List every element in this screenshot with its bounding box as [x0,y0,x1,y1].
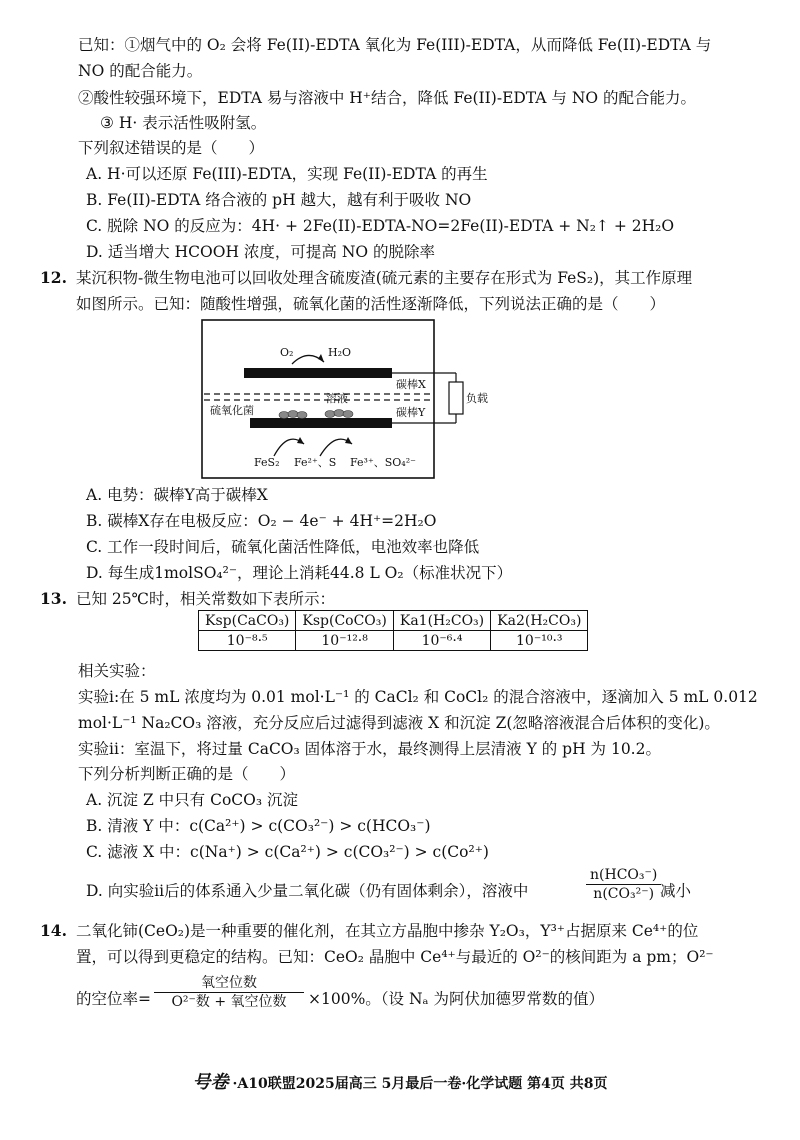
q14-line-1: 二氧化铈(CeO₂)是一种重要的催化剂，在其立方晶胞中掺杂 Y₂O₃，Y³⁺占据原来 Ce⁴⁺的位 [76,922,699,940]
q13-stem: 已知 25℃时，相关常数如下表所示： [76,590,335,608]
q11-known-3: ③ H· 表示活性吸附氢。 [100,114,267,132]
table-cell: 10⁻¹²·⁸ [296,631,393,651]
table-cell: 10⁻⁶·⁴ [393,631,490,651]
q13-ask: 下列分析判断正确的是（ ） [78,765,296,783]
o2-arrow [292,355,324,364]
table-cell: 10⁻⁸·⁵ [199,631,296,651]
page-footer [0,1068,800,1094]
fraction-denominator: n(CO₃²⁻) [593,886,655,902]
label-fes2: FeS₂ [254,456,280,469]
constants-table [198,610,588,651]
brand-logo: 号卷 [192,1072,229,1093]
carbon-rod-x [244,368,392,378]
q11-option-b: B. Fe(II)-EDTA 络合液的 pH 越大，越有利于吸收 NO [86,191,472,209]
q14-rate-fraction [154,974,304,1011]
q12-option-d: D. 每生成1molSO₄²⁻，理论上消耗44.8 L O₂（标准状况下） [86,564,513,582]
label-bacteria: 硫氧化菌 [210,404,254,417]
fraction-numerator: n(HCO₃⁻) [586,866,661,885]
q11-known-1a: 已知：①烟气中的 O₂ 会将 Fe(II)-EDTA 氧化为 Fe(III)-EDTA，从而降低 Fe(II)-EDTA 与 [78,36,712,54]
label-rod-y: 碳棒Y [396,406,426,419]
q13-exp1a: 实验i:在 5 mL 浓度均为 0.01 mol·L⁻¹ 的 CaCl₂ 和 CoCl₂ 的混合溶液中，逐滴加入 5 mL 0.012 [78,688,758,706]
q11-known-2: ②酸性较强环境下，EDTA 易与溶液中 H⁺结合，降低 Fe(II)-EDTA 与 NO 的配合能力。 [78,89,697,107]
q13-exp1b: mol·L⁻¹ Na₂CO₃ 溶液，充分反应后过滤得到滤液 X 和沉淀 Z(忽略溶液混合后体积的变化)。 [78,714,720,732]
q11-option-d: D. 适当增大 HCOOH 浓度，可提高 NO 的脱除率 [86,243,436,261]
table-header: Ka2(H₂CO₃) [491,611,588,631]
q13-option-d-post: 减小 [660,882,692,900]
q13-option-b: B. 清液 Y 中：c(Ca²⁺) > c(CO₃²⁻) > c(HCO₃⁻) [86,817,431,835]
q14-number: 14. [40,921,67,940]
q12-stem-1: 某沉积物-微生物电池可以回收处理含硫废渣(硫元素的主要存在形式为 FeS₂)，其工作原理 [76,269,693,287]
q13-related: 相关实验： [78,662,156,680]
q13-option-c: C. 滤液 X 中：c(Na⁺) > c(Ca²⁺) > c(CO₃²⁻) > c(Co²⁺) [86,843,489,861]
label-rod-x: 碳棒X [396,378,426,391]
q14-rate-post: ×100%。（设 Nₐ 为阿伏加德罗常数的值） [308,990,604,1008]
q12-option-c: C. 工作一段时间后，硫氧化菌活性降低，电池效率也降低 [86,538,480,556]
q13-option-d-pre: D. 向实验ii后的体系通入少量二氧化碳（仍有固体剩余），溶液中 [86,882,529,900]
table-row [199,631,588,651]
q11-known-1b: NO 的配合能力。 [78,62,203,80]
q11-option-c: C. 脱除 NO 的反应为：4H· + 2Fe(II)-EDTA-NO=2Fe(II)-EDTA + N₂↑ + 2H₂O [86,217,675,235]
q11-option-a: A. H·可以还原 Fe(III)-EDTA，实现 Fe(II)-EDTA 的再生 [86,165,488,183]
tank-outline [202,320,434,478]
q14-line-2: 置，可以得到更稳定的结构。已知：CeO₂ 晶胞中 Ce⁴⁺与最近的 O²⁻的核间距为 a pm；O²⁻ [76,948,714,966]
table-header: Ka1(H₂CO₃) [393,611,490,631]
q12-option-a: A. 电势：碳棒Y高于碳棒X [86,486,268,504]
q12-option-b: B. 碳棒X存在电极反应：O₂ − 4e⁻ + 4H⁺=2H₂O [86,512,437,530]
q13-number: 13. [40,589,67,608]
q11-stem: 下列叙述错误的是（ ） [78,139,265,157]
label-o2: O₂ [280,346,294,359]
q13-option-a: A. 沉淀 Z 中只有 CoCO₃ 沉淀 [86,791,298,809]
label-fe-s: Fe²⁺、S [294,456,337,469]
label-h2o: H₂O [328,346,352,359]
carbon-rod-y [250,418,392,428]
label-fe-so4: Fe³⁺、SO₄²⁻ [350,456,416,469]
table-header: Ksp(CaCO₃) [199,611,296,631]
bacteria-cluster [279,410,353,419]
q13-option-d-fraction [586,866,661,903]
q14-rate-pre: 的空位率= [76,990,151,1008]
q12-number: 12. [40,268,67,287]
label-solution: 溶液 [326,392,348,405]
fraction-denominator: O²⁻数 + 氧空位数 [171,994,287,1010]
table-header-row [199,611,588,631]
q12-stem-2: 如图所示。已知：随酸性增强，硫氧化菌的活性逐渐降低，下列说法正确的是（ ） [76,295,666,313]
q13-exp2: 实验ii：室温下，将过量 CaCO₃ 固体溶于水，最终测得上层清液 Y 的 pH 为 10.2。 [78,740,661,758]
table-cell: 10⁻¹⁰·³ [491,631,588,651]
fraction-numerator: 氧空位数 [154,974,304,993]
load-box [449,382,463,414]
table-header: Ksp(CoCO₃) [296,611,393,631]
label-load: 负载 [466,392,488,405]
footer-text: ·A10联盟2025届高三 5月最后一卷·化学试题 第4页 共8页 [232,1076,608,1092]
battery-diagram [200,318,488,480]
